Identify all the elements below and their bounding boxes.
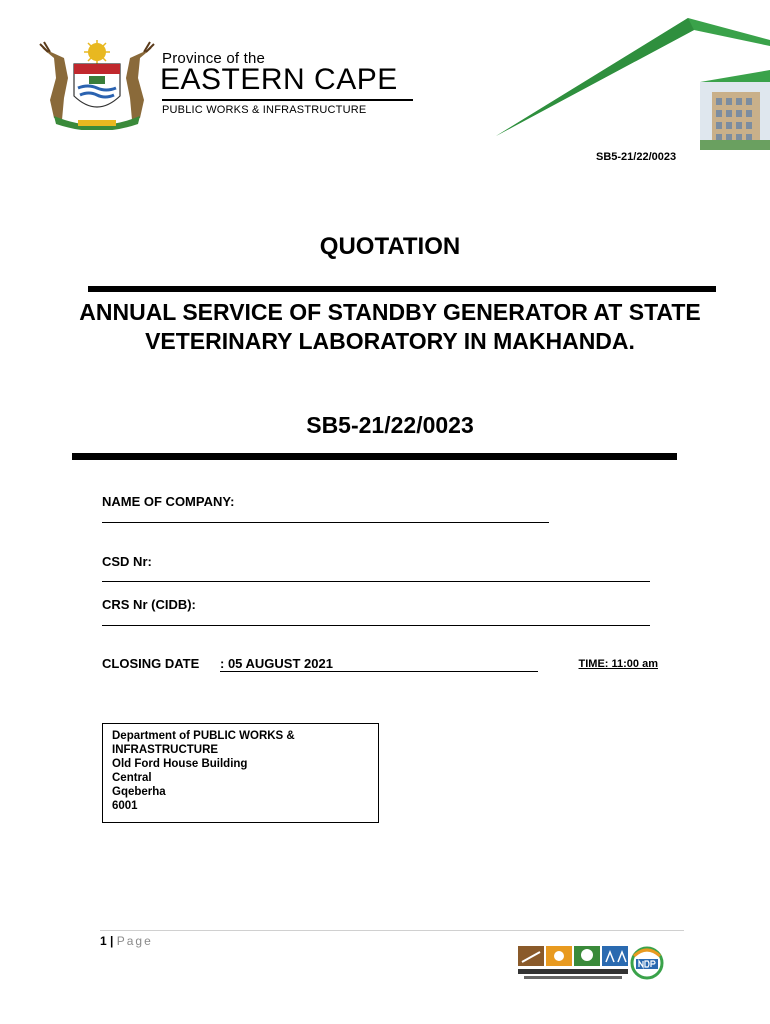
reference-number-header: SB5-21/22/0023 <box>596 151 677 163</box>
address-line: Department of PUBLIC WORKS & <box>112 730 295 742</box>
closing-date-label: CLOSING DATE <box>102 656 200 671</box>
building-banner-icon <box>490 10 770 150</box>
company-name-label: NAME OF COMPANY: <box>102 494 235 509</box>
closing-date-value: : 05 AUGUST 2021 <box>220 656 333 671</box>
closing-row <box>102 656 658 674</box>
csd-number-field[interactable] <box>102 581 650 582</box>
closing-time: TIME: 11:00 am <box>578 658 658 670</box>
company-name-field[interactable] <box>102 522 549 523</box>
address-line: Gqeberha <box>112 786 166 798</box>
epwp-logo-icon <box>518 944 628 982</box>
logo-divider <box>162 99 413 101</box>
ndp-logo-icon <box>630 946 664 980</box>
csd-number-label: CSD Nr: <box>102 554 152 569</box>
page-number <box>100 934 153 948</box>
crs-number-field[interactable] <box>102 625 650 626</box>
page-number-value: 1 <box>100 934 107 948</box>
province-line1: Province of the <box>162 50 266 67</box>
title-divider-top <box>88 286 716 292</box>
page-number-separator: | <box>110 934 114 948</box>
document-title: QUOTATION <box>319 233 461 260</box>
department-name: PUBLIC WORKS & INFRASTRUCTURE <box>162 104 367 116</box>
document-reference: SB5-21/22/0023 <box>306 412 474 438</box>
crs-number-label: CRS Nr (CIDB): <box>102 597 196 612</box>
address-line: INFRASTRUCTURE <box>112 744 219 756</box>
address-line: Central <box>112 772 152 784</box>
document-subject: ANNUAL SERVICE OF STANDBY GENERATOR AT STATE VETERINARY LABORATORY IN MAKHANDA. <box>79 299 701 354</box>
address-line: 6001 <box>112 800 138 812</box>
footer-divider <box>100 930 684 931</box>
coat-of-arms-icon <box>34 38 160 130</box>
address-line: Old Ford House Building <box>112 758 248 770</box>
title-divider-bottom <box>72 453 677 460</box>
province-name: EASTERN CAPE <box>160 63 398 96</box>
address-box <box>102 723 379 823</box>
page-word: Page <box>116 934 153 948</box>
closing-date-underline <box>220 671 538 672</box>
address-lines <box>112 729 295 813</box>
